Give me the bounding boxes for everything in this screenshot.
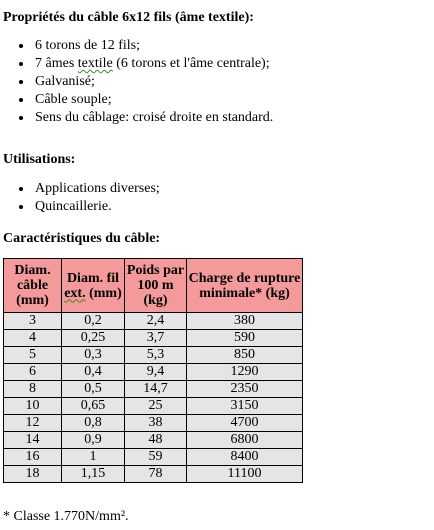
header-charge-rupture: Charge de rupture minimale* (kg) bbox=[187, 259, 303, 313]
bullet-icon bbox=[19, 98, 23, 102]
list-item: Câble souple; bbox=[0, 91, 273, 109]
table-row: 12 0,8 38 4700 bbox=[4, 415, 303, 432]
list-item: Galvanisé; bbox=[0, 73, 273, 91]
properties-heading: Propriétés du câble 6x12 fils (âme textile): bbox=[3, 10, 254, 25]
table-row: 4 0,25 3,7 590 bbox=[4, 330, 303, 347]
list-item: 6 torons de 12 fils; bbox=[0, 37, 273, 55]
table-header-row bbox=[4, 259, 303, 313]
header-diam-cable: Diam. câble (mm) bbox=[4, 259, 62, 313]
table-row: 18 1,15 78 11100 bbox=[4, 466, 303, 483]
table-row: 14 0,9 48 6800 bbox=[4, 432, 303, 449]
table-row: 3 0,2 2,4 380 bbox=[4, 313, 303, 330]
bullet-icon bbox=[19, 44, 23, 48]
spellcheck-word: textile bbox=[77, 56, 113, 71]
cable-table bbox=[3, 258, 303, 483]
list-item: 7 âmes textile (6 torons et l'âme centrale); bbox=[0, 55, 273, 73]
bullet-icon bbox=[19, 116, 23, 120]
list-item: Quincaillerie. bbox=[0, 198, 160, 216]
bullet-icon bbox=[19, 187, 23, 191]
characteristics-heading: Caractéristiques du câble: bbox=[3, 231, 161, 246]
properties-list bbox=[0, 37, 273, 127]
table-row: 10 0,65 25 3150 bbox=[4, 398, 303, 415]
uses-heading: Utilisations: bbox=[3, 152, 76, 167]
header-diam-fil: Diam. fil ext. (mm) bbox=[62, 259, 125, 313]
bullet-icon bbox=[19, 80, 23, 84]
table-row: 8 0,5 14,7 2350 bbox=[4, 381, 303, 398]
uses-list bbox=[0, 180, 160, 216]
table-row: 16 1 59 8400 bbox=[4, 449, 303, 466]
spellcheck-word: ext. bbox=[64, 285, 86, 301]
bullet-icon bbox=[19, 205, 23, 209]
list-item: Sens du câblage: croisé droite en standard. bbox=[0, 109, 273, 127]
footnote: * Classe 1.770N/mm². bbox=[3, 509, 129, 524]
bullet-icon bbox=[19, 62, 23, 66]
table-row: 6 0,4 9,4 1290 bbox=[4, 364, 303, 381]
table-row: 5 0,3 5,3 850 bbox=[4, 347, 303, 364]
list-item: Applications diverses; bbox=[0, 180, 160, 198]
header-poids: Poids par 100 m (kg) bbox=[125, 259, 187, 313]
